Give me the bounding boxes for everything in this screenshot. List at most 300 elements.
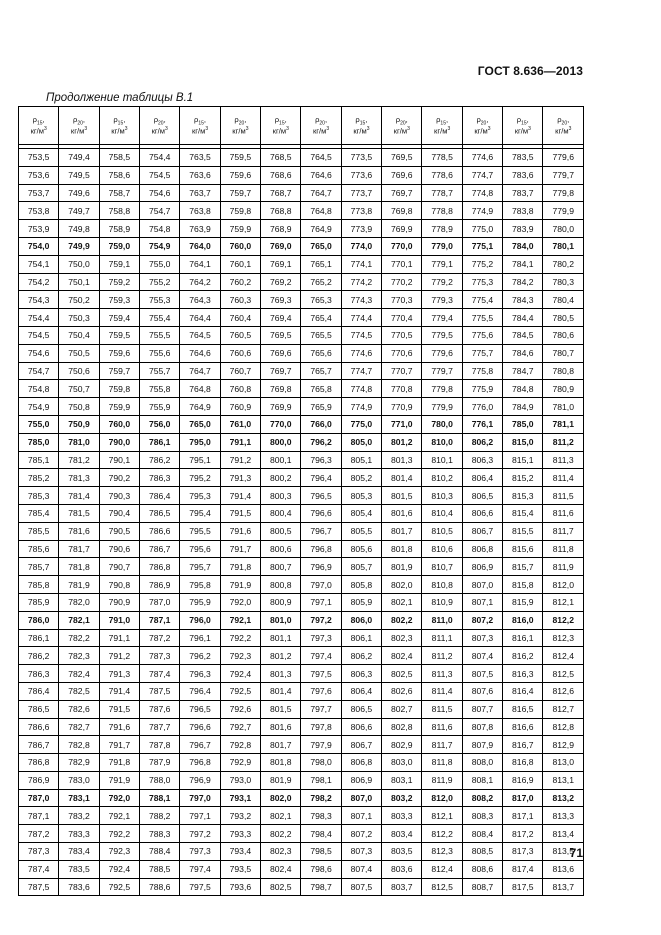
table-cell: 797,4 [180, 860, 220, 878]
table-cell: 765,2 [301, 273, 341, 291]
table-cell: 755,5 [140, 326, 180, 344]
table-cell: 786,5 [140, 504, 180, 522]
table-cell: 791,3 [220, 469, 260, 487]
table-cell: 797,6 [301, 682, 341, 700]
table-cell: 802,6 [382, 682, 422, 700]
table-cell: 754,5 [19, 326, 59, 344]
table-cell: 793,4 [220, 843, 260, 861]
column-symbol: $\rho_{20}$, [476, 114, 489, 127]
table-cell: 781,0 [59, 433, 99, 451]
table-cell: 802,3 [382, 629, 422, 647]
table-cell: 764,6 [180, 344, 220, 362]
table-cell: 755,4 [140, 309, 180, 327]
table-cell: 766,0 [301, 415, 341, 433]
table-cell: 798,1 [301, 771, 341, 789]
table-cell: 800,8 [261, 576, 301, 594]
table-cell: 786,8 [19, 754, 59, 772]
table-cell: 813,2 [543, 789, 584, 807]
column-unit: $кг/м^3$ [353, 126, 370, 136]
table-cell: 783,5 [503, 149, 543, 167]
table-cell: 807,5 [462, 665, 502, 683]
table-cell: 749,4 [59, 149, 99, 167]
column-header [261, 107, 301, 145]
table-cell: 816,1 [503, 629, 543, 647]
table-cell: 755,3 [140, 291, 180, 309]
table-cell: 802,1 [261, 807, 301, 825]
table-cell: 796,2 [180, 647, 220, 665]
table-cell: 768,5 [261, 149, 301, 167]
table-cell: 780,4 [543, 291, 584, 309]
table-cell: 802,1 [382, 593, 422, 611]
table-cell: 811,8 [543, 540, 584, 558]
table-cell: 791,9 [99, 771, 139, 789]
table-cell: 786,3 [140, 469, 180, 487]
table-cell: 795,5 [180, 522, 220, 540]
table-cell: 786,2 [19, 647, 59, 665]
table-row [19, 433, 584, 451]
table-cell: 811,5 [543, 487, 584, 505]
table-cell: 811,7 [422, 736, 462, 754]
table-cell: 775,9 [462, 380, 502, 398]
table-cell: 765,5 [301, 326, 341, 344]
table-cell: 773,6 [341, 166, 381, 184]
table-cell: 795,1 [180, 451, 220, 469]
table-cell: 790,7 [99, 558, 139, 576]
table-cell: 775,8 [462, 362, 502, 380]
table-cell: 800,4 [261, 504, 301, 522]
table-cell: 774,8 [341, 380, 381, 398]
table-cell: 753,7 [19, 184, 59, 202]
table-cell: 796,8 [180, 754, 220, 772]
table-cell: 807,7 [462, 700, 502, 718]
table-cell: 811,4 [422, 682, 462, 700]
table-row [19, 415, 584, 433]
table-cell: 797,2 [301, 611, 341, 629]
table-cell: 774,9 [341, 398, 381, 416]
table-cell: 810,9 [422, 593, 462, 611]
table-cell: 808,0 [462, 754, 502, 772]
table-cell: 812,7 [543, 700, 584, 718]
table-cell: 769,1 [261, 255, 301, 273]
table-cell: 764,2 [180, 273, 220, 291]
table-cell: 803,4 [382, 825, 422, 843]
table-cell: 788,6 [140, 878, 180, 896]
table-cell: 805,9 [341, 593, 381, 611]
table-cell: 801,7 [382, 522, 422, 540]
table-cell: 749,9 [59, 237, 99, 255]
table-cell: 815,2 [503, 469, 543, 487]
table-cell: 770,3 [382, 291, 422, 309]
table-cell: 792,9 [220, 754, 260, 772]
table-cell: 797,4 [301, 647, 341, 665]
table-cell: 759,6 [220, 166, 260, 184]
table-cell: 810,8 [422, 576, 462, 594]
table-cell: 787,8 [140, 736, 180, 754]
table-cell: 797,1 [301, 593, 341, 611]
table-cell: 765,0 [301, 237, 341, 255]
table-cell: 785,2 [19, 469, 59, 487]
table-cell: 808,1 [462, 771, 502, 789]
table-cell: 778,7 [422, 184, 462, 202]
table-cell: 812,5 [543, 665, 584, 683]
table-cell: 749,6 [59, 184, 99, 202]
table-cell: 764,1 [180, 255, 220, 273]
table-cell: 786,5 [19, 700, 59, 718]
table-cell: 795,3 [180, 487, 220, 505]
table-cell: 802,0 [382, 576, 422, 594]
table-cell: 813,3 [543, 807, 584, 825]
table-cell: 817,5 [503, 878, 543, 896]
table-cell: 796,4 [180, 682, 220, 700]
table-cell: 780,0 [543, 220, 584, 238]
table-cell: 817,4 [503, 860, 543, 878]
table-cell: 754,3 [19, 291, 59, 309]
table-row [19, 309, 584, 327]
table-cell: 815,6 [503, 540, 543, 558]
table-cell: 774,3 [341, 291, 381, 309]
table-cell: 754,8 [140, 220, 180, 238]
column-header [59, 107, 99, 145]
table-cell: 785,8 [19, 576, 59, 594]
table-cell: 754,9 [140, 237, 180, 255]
table-cell: 802,4 [261, 860, 301, 878]
table-cell: 759,5 [220, 149, 260, 167]
table-cell: 758,8 [99, 202, 139, 220]
table-cell: 801,5 [382, 487, 422, 505]
table-cell: 754,7 [19, 362, 59, 380]
table-cell: 765,8 [301, 380, 341, 398]
table-cell: 806,9 [462, 558, 502, 576]
table-cell: 788,1 [140, 789, 180, 807]
table-cell: 801,8 [261, 754, 301, 772]
table-cell: 787,0 [19, 789, 59, 807]
table-cell: 779,9 [543, 202, 584, 220]
table-cell: 816,7 [503, 736, 543, 754]
column-header [140, 107, 180, 145]
table-cell: 800,1 [261, 451, 301, 469]
table-cell: 812,8 [543, 718, 584, 736]
table-cell: 787,4 [140, 665, 180, 683]
table-cell: 808,7 [462, 878, 502, 896]
table-cell: 797,8 [301, 718, 341, 736]
column-header [503, 107, 543, 145]
table-cell: 791,2 [99, 647, 139, 665]
table-row [19, 255, 584, 273]
table-cell: 808,4 [462, 825, 502, 843]
table-cell: 793,2 [220, 807, 260, 825]
table-row [19, 344, 584, 362]
table-cell: 764,5 [180, 326, 220, 344]
column-header [462, 107, 502, 145]
table-cell: 807,0 [341, 789, 381, 807]
table-cell: 778,6 [422, 166, 462, 184]
column-unit: $кг/м^3$ [434, 126, 451, 136]
table-cell: 753,6 [19, 166, 59, 184]
table-cell: 782,3 [59, 647, 99, 665]
document-id: ГОСТ 8.636—2013 [477, 64, 583, 78]
column-unit: $кг/м^3$ [393, 126, 410, 136]
column-symbol: $\rho_{15}$, [194, 114, 207, 127]
table-cell: 783,3 [59, 825, 99, 843]
table-cell: 815,0 [503, 433, 543, 451]
table-cell: 774,9 [462, 202, 502, 220]
table-cell: 783,5 [59, 860, 99, 878]
table-cell: 785,0 [19, 433, 59, 451]
table-cell: 779,8 [543, 184, 584, 202]
table-cell: 801,2 [382, 433, 422, 451]
table-cell: 783,2 [59, 807, 99, 825]
table-cell: 798,0 [301, 754, 341, 772]
table-cell: 764,9 [180, 398, 220, 416]
table-cell: 782,4 [59, 665, 99, 683]
table-cell: 796,7 [301, 522, 341, 540]
table-cell: 792,5 [220, 682, 260, 700]
table-cell: 783,6 [503, 166, 543, 184]
table-cell: 807,4 [341, 860, 381, 878]
table-cell: 760,0 [99, 415, 139, 433]
table-cell: 774,7 [341, 362, 381, 380]
table-cell: 792,4 [99, 860, 139, 878]
table-cell: 795,0 [180, 433, 220, 451]
table-cell: 807,4 [462, 647, 502, 665]
table-cell: 805,2 [341, 469, 381, 487]
table-cell: 791,3 [99, 665, 139, 683]
table-cell: 750,9 [59, 415, 99, 433]
table-cell: 806,4 [341, 682, 381, 700]
table-cell: 759,6 [99, 344, 139, 362]
table-cell: 780,8 [543, 362, 584, 380]
table-cell: 781,6 [59, 522, 99, 540]
table-cell: 787,5 [140, 682, 180, 700]
table-cell: 764,3 [180, 291, 220, 309]
table-cell: 807,2 [462, 611, 502, 629]
table-cell: 801,1 [261, 629, 301, 647]
table-cell: 786,2 [140, 451, 180, 469]
table-row [19, 825, 584, 843]
table-cell: 780,2 [543, 255, 584, 273]
table-cell: 807,9 [462, 736, 502, 754]
table-cell: 759,9 [99, 398, 139, 416]
table-cell: 796,4 [301, 469, 341, 487]
table-cell: 802,8 [382, 718, 422, 736]
table-cell: 790,3 [99, 487, 139, 505]
table-cell: 769,5 [261, 326, 301, 344]
table-cell: 802,4 [382, 647, 422, 665]
table-cell: 808,6 [462, 860, 502, 878]
table-cell: 785,4 [19, 504, 59, 522]
table-cell: 760,0 [220, 237, 260, 255]
table-row [19, 736, 584, 754]
table-cell: 796,1 [180, 629, 220, 647]
table-cell: 787,6 [140, 700, 180, 718]
table-cell: 764,4 [180, 309, 220, 327]
table-cell: 816,0 [503, 611, 543, 629]
column-symbol: $\rho_{20}$, [234, 114, 247, 127]
table-cell: 791,7 [220, 540, 260, 558]
table-cell: 812,9 [543, 736, 584, 754]
table-cell: 775,2 [462, 255, 502, 273]
table-cell: 768,7 [261, 184, 301, 202]
table-cell: 779,7 [543, 166, 584, 184]
table-cell: 770,5 [382, 326, 422, 344]
table-cell: 754,7 [140, 202, 180, 220]
table-cell: 754,9 [19, 398, 59, 416]
table-cell: 769,3 [261, 291, 301, 309]
table-cell: 797,0 [180, 789, 220, 807]
column-symbol: $\rho_{20}$, [557, 114, 570, 127]
table-cell: 753,8 [19, 202, 59, 220]
table-cell: 783,0 [59, 771, 99, 789]
table-cell: 760,4 [220, 309, 260, 327]
table-cell: 786,4 [140, 487, 180, 505]
table-cell: 768,9 [261, 220, 301, 238]
table-cell: 796,5 [301, 487, 341, 505]
table-cell: 791,2 [220, 451, 260, 469]
column-symbol: $\rho_{15}$, [32, 114, 45, 127]
column-symbol: $\rho_{15}$, [516, 114, 529, 127]
table-cell: 792,8 [220, 736, 260, 754]
table-cell: 815,4 [503, 504, 543, 522]
table-cell: 812,4 [543, 647, 584, 665]
table-cell: 791,5 [220, 504, 260, 522]
table-cell: 785,6 [19, 540, 59, 558]
table-cell: 770,2 [382, 273, 422, 291]
table-cell: 770,0 [382, 237, 422, 255]
table-row [19, 237, 584, 255]
table-cell: 795,9 [180, 593, 220, 611]
column-symbol: $\rho_{15}$, [274, 114, 287, 127]
table-cell: 788,2 [140, 807, 180, 825]
table-cell: 800,9 [261, 593, 301, 611]
table-cell: 755,0 [140, 255, 180, 273]
table-cell: 806,3 [341, 665, 381, 683]
table-cell: 775,1 [462, 237, 502, 255]
table-cell: 802,0 [261, 789, 301, 807]
table-cell: 780,3 [543, 273, 584, 291]
table-cell: 779,3 [422, 291, 462, 309]
table-cell: 815,7 [503, 558, 543, 576]
table-cell: 768,6 [261, 166, 301, 184]
table-cell: 750,7 [59, 380, 99, 398]
table-cell: 798,2 [301, 789, 341, 807]
table-row [19, 487, 584, 505]
table-cell: 782,1 [59, 611, 99, 629]
table-cell: 792,6 [220, 700, 260, 718]
table-cell: 769,6 [261, 344, 301, 362]
table-cell: 763,9 [180, 220, 220, 238]
density-table [18, 106, 584, 896]
table-cell: 792,2 [99, 825, 139, 843]
table-cell: 806,0 [341, 611, 381, 629]
table-cell: 806,6 [341, 718, 381, 736]
table-cell: 810,4 [422, 504, 462, 522]
table-cell: 785,1 [19, 451, 59, 469]
table-cell: 759,5 [99, 326, 139, 344]
table-cell: 802,2 [382, 611, 422, 629]
table-cell: 783,9 [503, 220, 543, 238]
table-cell: 792,3 [99, 843, 139, 861]
table-cell: 811,8 [422, 754, 462, 772]
table-cell: 801,6 [261, 718, 301, 736]
table-cell: 806,8 [341, 754, 381, 772]
table-cell: 764,0 [180, 237, 220, 255]
table-cell: 795,6 [180, 540, 220, 558]
table-cell: 790,2 [99, 469, 139, 487]
table-cell: 802,3 [261, 843, 301, 861]
table-cell: 749,8 [59, 220, 99, 238]
table-cell: 802,5 [261, 878, 301, 896]
table-cell: 763,5 [180, 149, 220, 167]
table-row [19, 771, 584, 789]
table-cell: 759,7 [99, 362, 139, 380]
table-cell: 810,5 [422, 522, 462, 540]
table-cell: 813,0 [543, 754, 584, 772]
table-cell: 754,4 [19, 309, 59, 327]
table-cell: 816,4 [503, 682, 543, 700]
table-cell: 758,5 [99, 149, 139, 167]
table-cell: 783,7 [503, 184, 543, 202]
table-cell: 780,6 [543, 326, 584, 344]
table-cell: 765,6 [301, 344, 341, 362]
table-cell: 791,0 [99, 611, 139, 629]
table-cell: 807,1 [341, 807, 381, 825]
table-cell: 764,7 [180, 362, 220, 380]
table-cell: 781,8 [59, 558, 99, 576]
table-cell: 791,6 [99, 718, 139, 736]
table-cell: 785,5 [19, 522, 59, 540]
table-cell: 788,3 [140, 825, 180, 843]
table-cell: 786,6 [19, 718, 59, 736]
table-cell: 806,6 [462, 504, 502, 522]
table-cell: 815,1 [503, 451, 543, 469]
table-cell: 795,4 [180, 504, 220, 522]
table-cell: 761,0 [220, 415, 260, 433]
table-cell: 787,1 [19, 807, 59, 825]
table-cell: 806,9 [341, 771, 381, 789]
table-cell: 815,5 [503, 522, 543, 540]
table-cell: 765,9 [301, 398, 341, 416]
table-cell: 774,2 [341, 273, 381, 291]
table-cell: 776,0 [462, 398, 502, 416]
column-unit: $кг/м^3$ [111, 126, 128, 136]
table-cell: 801,8 [382, 540, 422, 558]
table-cell: 781,4 [59, 487, 99, 505]
table-cell: 769,5 [382, 149, 422, 167]
table-cell: 800,2 [261, 469, 301, 487]
table-cell: 797,1 [180, 807, 220, 825]
table-cell: 795,2 [180, 469, 220, 487]
table-cell: 812,2 [422, 825, 462, 843]
table-cell: 775,5 [462, 309, 502, 327]
table-cell: 798,6 [301, 860, 341, 878]
table-cell: 810,0 [422, 433, 462, 451]
table-cell: 759,4 [99, 309, 139, 327]
table-cell: 764,8 [180, 380, 220, 398]
table-cell: 811,3 [422, 665, 462, 683]
table-cell: 813,6 [543, 860, 584, 878]
table-cell: 760,5 [220, 326, 260, 344]
table-cell: 801,2 [261, 647, 301, 665]
table-cell: 779,5 [422, 326, 462, 344]
table-cell: 815,8 [503, 576, 543, 594]
table-cell: 781,7 [59, 540, 99, 558]
table-cell: 787,2 [140, 629, 180, 647]
table-cell: 769,8 [261, 380, 301, 398]
table-cell: 798,4 [301, 825, 341, 843]
table-row [19, 202, 584, 220]
table-cell: 775,0 [462, 220, 502, 238]
table-cell: 805,6 [341, 540, 381, 558]
